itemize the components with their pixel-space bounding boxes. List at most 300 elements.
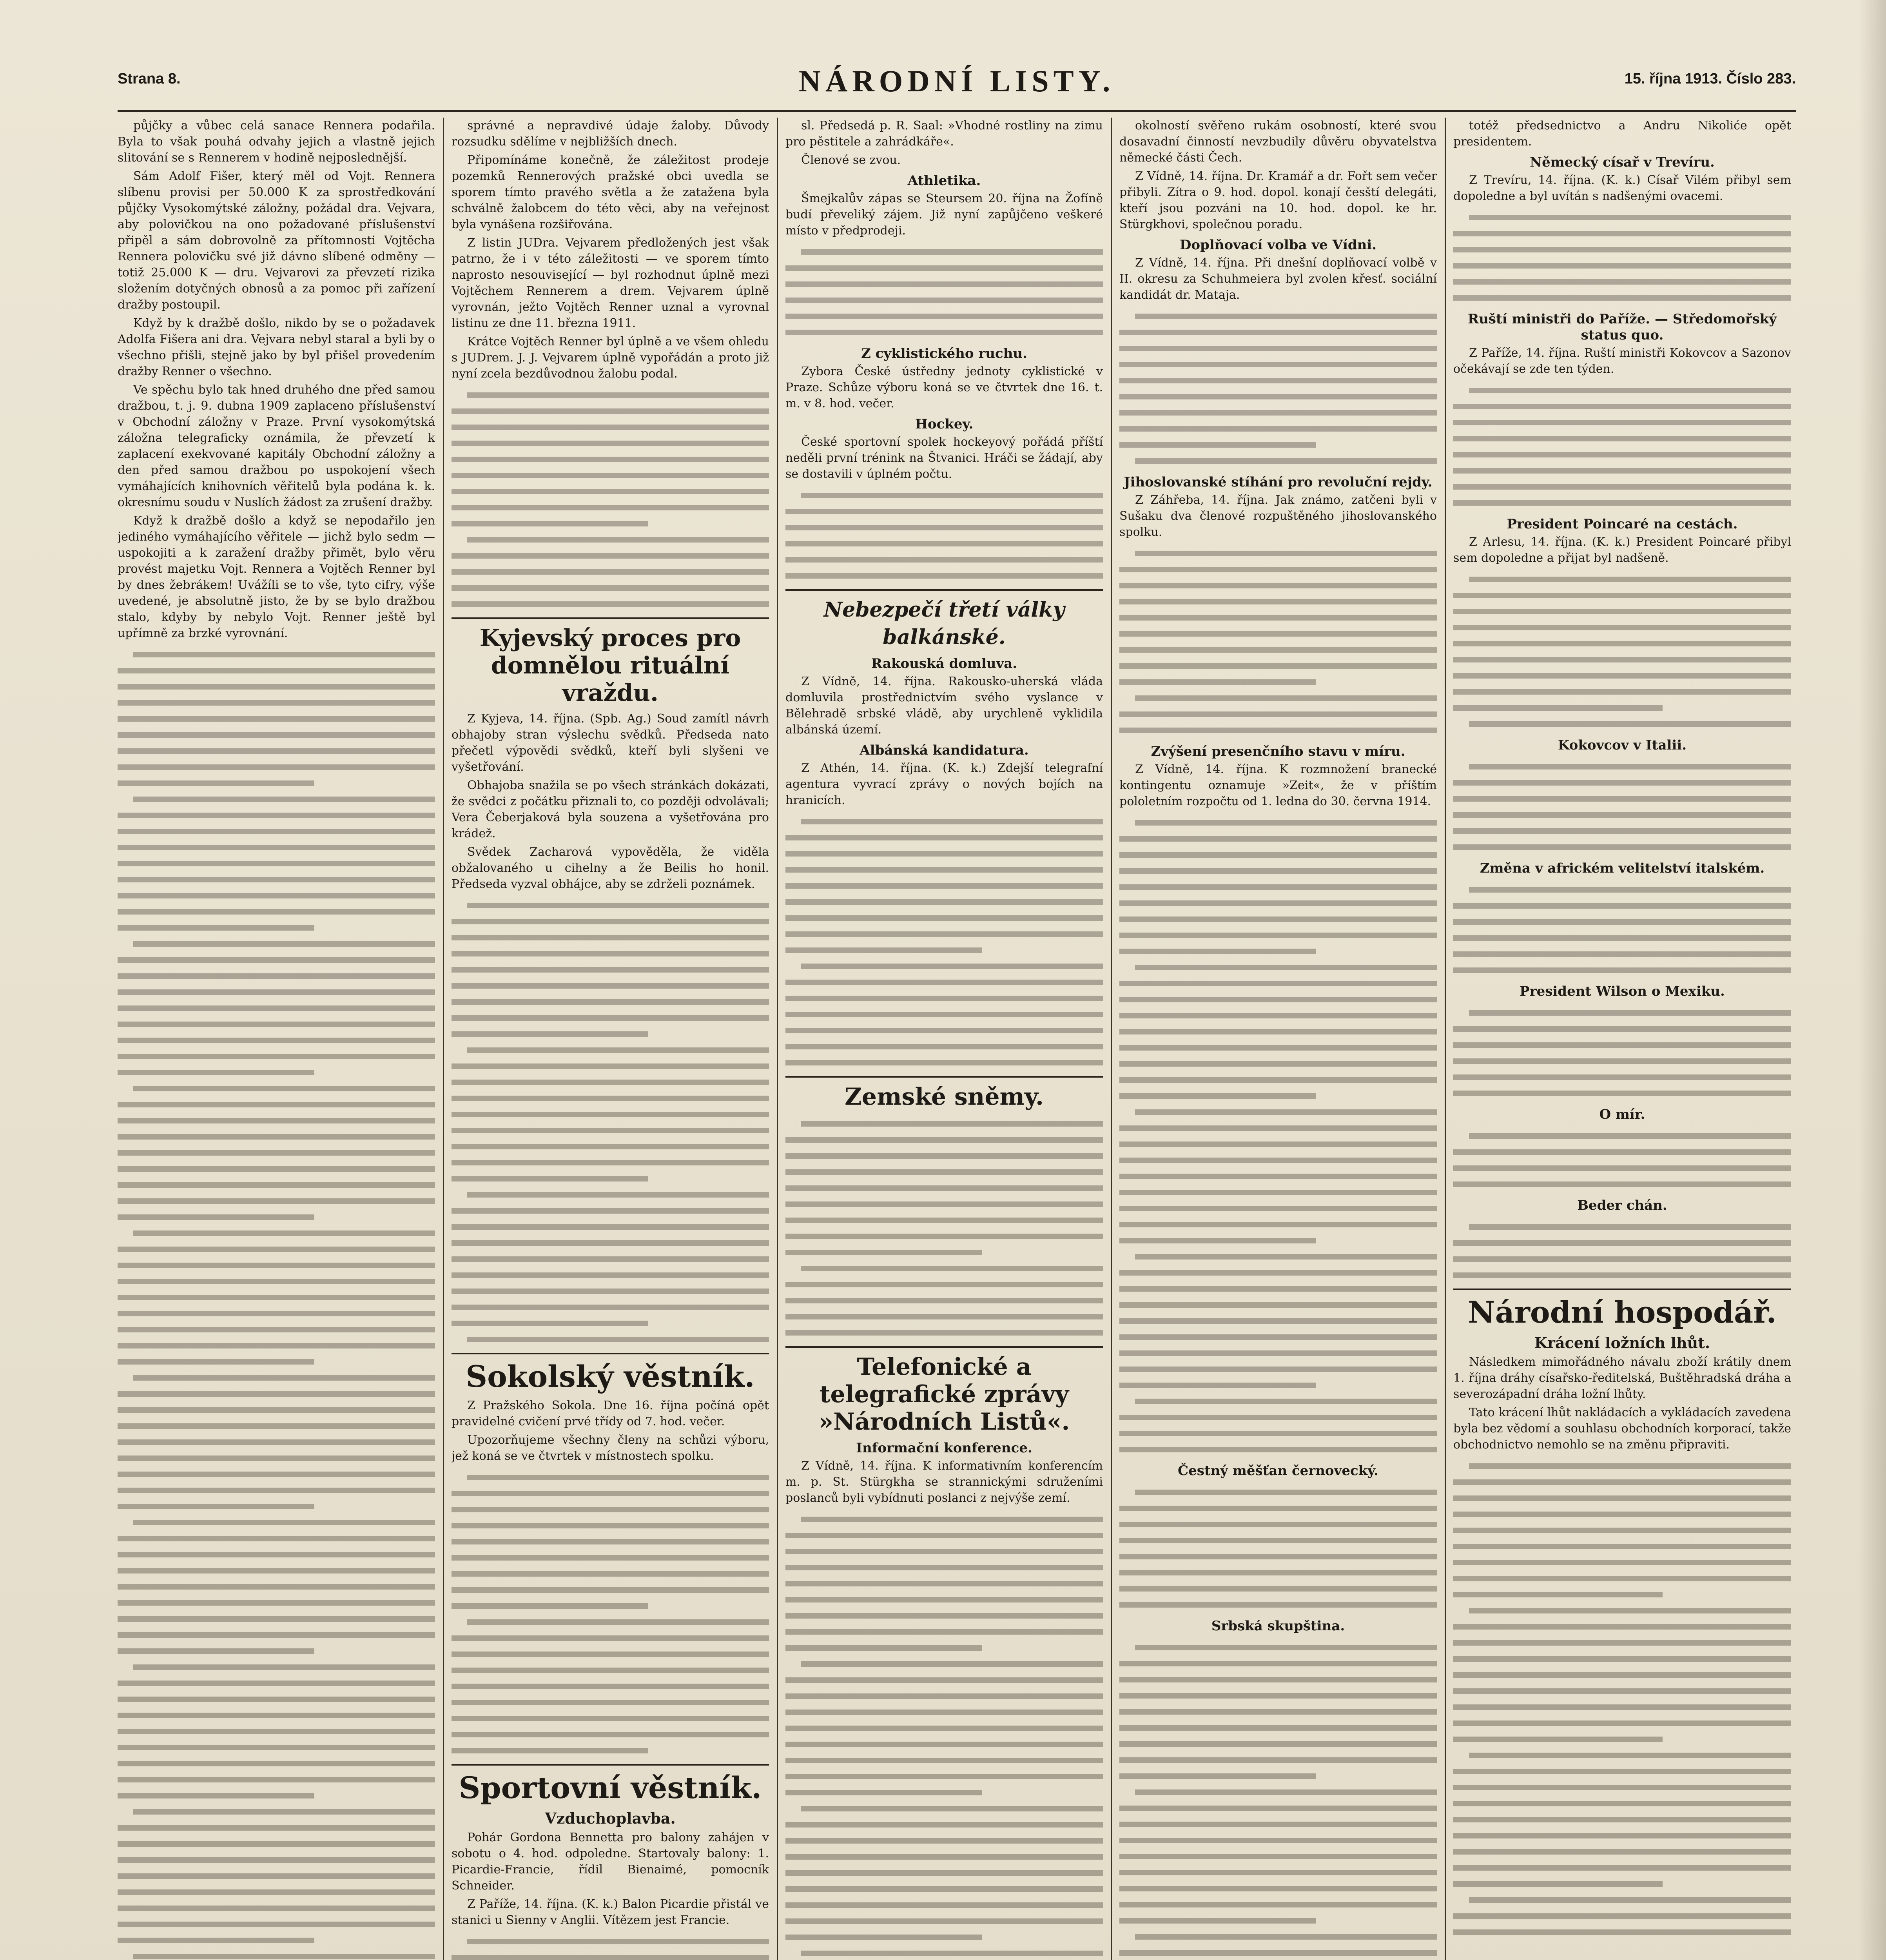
text-line <box>118 1118 435 1123</box>
text-line <box>1453 1688 1791 1694</box>
text-line <box>118 1777 435 1782</box>
text-line <box>118 1648 314 1654</box>
text-line <box>452 1684 769 1689</box>
text-line <box>1119 426 1437 432</box>
text-line <box>1119 1238 1316 1243</box>
paragraph: Upozorňujeme všechny členy na schůzi výboru, jež koná se ve čtvrtek v místnostech spolku. <box>452 1433 769 1463</box>
text-line <box>118 1327 435 1332</box>
text-line <box>1119 1522 1437 1527</box>
article-heading: Zemské sněmy. <box>785 1076 1103 1111</box>
text-line <box>1453 1833 1791 1838</box>
text-line <box>118 1166 435 1172</box>
text-line <box>1135 1645 1437 1650</box>
text-line <box>785 1886 1103 1892</box>
paragraph: Z Vídně, 14. října. K informativním konferencím m. p. St. Stürgkha se strannickými sdruženími poslanců byli vybídnuti poslanci z nejvýše zemí. <box>785 1459 1103 1505</box>
text-line <box>1119 1918 1316 1924</box>
text-line <box>452 1128 769 1133</box>
text-line <box>118 1359 314 1365</box>
item-heading: Německý císař v Trevíru. <box>1530 154 1715 170</box>
text-line <box>1453 1256 1791 1262</box>
text-line <box>1453 1929 1791 1935</box>
paragraph: Z Athén, 14. října. (K. k.) Zdejší telegrafní agentura vyvrací zprávy o nových bojích na hranicích. <box>785 761 1103 807</box>
text-line <box>118 1054 435 1059</box>
text-line <box>1119 1318 1437 1324</box>
paragraph: Z Arlesu, 14. října. (K. k.) President Poincaré přibyl sem dopoledne a přijat byl nadšeně. <box>1453 535 1791 565</box>
paragraph: Tato krácení lhůt nakládacích a vykládacích zavedena byla bez vědomí a souhlasu obchodních korporací, takže obchodnictvo nemohlo se na změnu připraviti. <box>1453 1406 1791 1452</box>
text-line <box>785 265 1103 271</box>
section-heading: Národní hospodář. <box>1453 1289 1791 1329</box>
text-line <box>1453 967 1791 973</box>
text-line <box>118 1005 435 1011</box>
text-line <box>118 1247 435 1252</box>
paragraph: Sám Adolf Fišer, který měl od Vojt. Rennera slíbenu provisi per 50.000 K za sprostředkování půjčky Vysokomýtské záložny, požádal dra. Vejvara, aby polovičkou na ono požadované příslušenství připěl a sám dobrovolně za přítomnosti Vojtěcha Rennera polovičku své již dávno slíbené odměny — totiž 25.000 K — dru. Vejvarovi za převzetí rizika složením dotyčných obnosů a za pomoc při zařízení dražby postoupil. <box>118 169 435 312</box>
text-line <box>133 1954 435 1959</box>
text-line <box>452 553 769 559</box>
text-line <box>1453 641 1791 646</box>
text-line <box>1453 1672 1791 1678</box>
text-line <box>1469 577 1791 582</box>
text-line <box>1119 1725 1437 1731</box>
text-line <box>785 1044 1103 1049</box>
text-line <box>1119 1077 1437 1083</box>
text-line <box>452 1700 769 1705</box>
paragraph: půjčky a vůbec celá sanace Rennera podařila. Byla to však pouhá odvahy jejich a vlastně jejich slitování se s Rennerem v hodině nejposlednější. <box>118 119 435 165</box>
text-line <box>118 1745 435 1750</box>
text-line <box>1453 1560 1791 1565</box>
text-line <box>1119 1334 1437 1340</box>
text-line <box>452 1015 769 1021</box>
text-line <box>785 1012 1103 1017</box>
item-heading: Jihoslovanské stíhání pro revoluční rejdy. <box>1124 474 1433 490</box>
text-line <box>1119 1125 1437 1131</box>
item-heading: Hockey. <box>915 416 974 432</box>
text-line <box>1453 420 1791 425</box>
text-line <box>452 1539 769 1544</box>
text-line <box>118 877 435 882</box>
text-line <box>452 1732 769 1737</box>
text-line <box>785 883 1103 889</box>
text-line <box>1453 625 1791 630</box>
text-line <box>467 1337 769 1342</box>
text-line <box>467 392 769 398</box>
page-edge-shadow <box>1859 0 1886 1960</box>
item-heading: Athletika. <box>907 173 981 189</box>
text-line <box>118 1681 435 1686</box>
text-line <box>452 935 769 940</box>
page-number: Strana 8. <box>118 71 181 87</box>
text-line <box>118 861 435 866</box>
text-line <box>1453 1785 1791 1790</box>
text-line <box>118 1761 435 1766</box>
text-line <box>1119 1677 1437 1682</box>
text-line <box>118 1616 435 1622</box>
section-heading: Sokolský věstník. <box>452 1353 769 1394</box>
paragraph: Z Pražského Sokola. Dne 16. října počíná opět pravidelné cvičení prvé třídy od 7. hod. večer. <box>452 1399 769 1428</box>
text-line <box>1119 1586 1437 1592</box>
text-line <box>785 1902 1103 1908</box>
text-line <box>1453 1704 1791 1710</box>
text-line <box>1469 215 1791 220</box>
text-body <box>452 1939 769 1960</box>
text-body <box>1119 1645 1437 1960</box>
text-line <box>785 1234 1103 1239</box>
text-line <box>801 1517 1103 1522</box>
text-line <box>452 1240 769 1246</box>
column-rule <box>777 118 778 1960</box>
text-line <box>1453 1165 1791 1171</box>
item-heading: Beder chán. <box>1577 1198 1667 1213</box>
text-line <box>1453 951 1791 957</box>
text-line <box>452 521 648 526</box>
text-line <box>452 457 769 462</box>
text-line <box>785 1693 1103 1699</box>
paragraph: Z Vídně, 14. října. Rakousko-uherská vláda domluvila prostřednictvím svého vyslance v Bělehradě srbské vládě, aby urychleně vyklidila albánská území. <box>785 675 1103 737</box>
text-line <box>785 330 1103 335</box>
item-heading: Srbská skupština. <box>1211 1618 1345 1634</box>
item-heading: President Poincaré na cestách. <box>1507 516 1738 532</box>
text-line <box>452 1571 769 1577</box>
text-line <box>118 1488 435 1493</box>
item-heading: Z cyklistického ruchu. <box>861 346 1027 361</box>
text-line <box>1135 965 1437 970</box>
text-line <box>1119 1061 1437 1067</box>
text-line <box>785 1758 1103 1763</box>
text-line <box>1119 868 1437 874</box>
text-line <box>1135 1109 1437 1115</box>
text-line <box>1453 689 1791 695</box>
text-line <box>785 314 1103 319</box>
text-line <box>452 1272 769 1278</box>
text-line <box>1119 1709 1437 1715</box>
text-line <box>1119 1431 1437 1436</box>
text-line <box>1135 695 1437 701</box>
text-line <box>452 425 769 430</box>
text-line <box>1453 263 1791 269</box>
text-line <box>785 1742 1103 1747</box>
text-line <box>1119 1806 1437 1811</box>
text-line <box>785 1314 1103 1319</box>
text-line <box>785 1533 1103 1538</box>
item-heading: Rakouská domluva. <box>871 656 1017 671</box>
text-line <box>118 1600 435 1606</box>
text-line <box>452 1208 769 1214</box>
text-line <box>1119 599 1437 604</box>
text-line <box>785 1629 1103 1635</box>
text-line <box>1119 615 1437 621</box>
text-line <box>133 1520 435 1525</box>
text-line <box>452 1587 769 1593</box>
text-line <box>1453 452 1791 457</box>
text-line <box>1453 919 1791 925</box>
text-line <box>1453 935 1791 941</box>
text-body <box>1453 764 1791 850</box>
text-line <box>118 668 435 673</box>
text-line <box>452 585 769 591</box>
text-line <box>1119 997 1437 1002</box>
article-heading: Kyjevský proces pro domnělou rituální vraždu. <box>452 617 769 707</box>
text-line <box>118 1472 435 1477</box>
text-body <box>785 1517 1103 1960</box>
text-line <box>1453 1026 1791 1032</box>
issue-date: 15. října 1913. Číslo 283. <box>1624 71 1796 87</box>
text-line <box>1453 1240 1791 1246</box>
text-line <box>1119 1367 1437 1372</box>
text-line <box>1469 1897 1791 1903</box>
text-body <box>1453 1463 1791 1935</box>
item-heading: Informační konference. <box>856 1440 1032 1456</box>
text-line <box>1469 1753 1791 1758</box>
column-1 <box>118 118 435 1960</box>
text-line <box>467 1047 769 1053</box>
paragraph: Z Kyjeva, 14. října. (Spb. Ag.) Soud zamítl návrh obhajoby stran výslechu svědků. Předseda nato přečetl výpovědi svědků, kteří byli slyšeni ve vyšetřování. <box>452 712 769 774</box>
text-line <box>1119 728 1437 733</box>
text-line <box>785 1185 1103 1191</box>
text-line <box>1453 500 1791 506</box>
paragraph: Svědek Zacharová vypověděla, že viděla obžalovaného u cihelny a že Beilis ho honil. Předseda vyzval obhájce, aby se zdrželi poznámek. <box>452 845 769 891</box>
text-line <box>1119 1554 1437 1559</box>
item-heading: Ruští ministři do Paříže. — Středomořský status quo. <box>1467 311 1777 343</box>
text-line <box>452 1635 769 1641</box>
columns-area <box>118 118 1791 1960</box>
text-line <box>118 1536 435 1541</box>
text-line <box>1453 247 1791 252</box>
text-line <box>118 1214 314 1220</box>
text-line <box>452 967 769 973</box>
text-line <box>452 1063 769 1069</box>
text-line <box>1119 949 1316 954</box>
text-line <box>118 1150 435 1156</box>
item-heading: Změna v africkém velitelství italském. <box>1480 860 1765 876</box>
text-line <box>1119 330 1437 335</box>
text-line <box>452 1716 769 1721</box>
text-line <box>785 298 1103 303</box>
text-body <box>452 392 769 607</box>
text-body <box>1453 1133 1791 1187</box>
text-line <box>118 1938 314 1943</box>
article-heading: Nebezpečí třetí války balkánské. <box>785 589 1103 651</box>
text-line <box>1119 1838 1437 1843</box>
subsection-heading: Vzduchoplavba. <box>545 1809 676 1827</box>
text-line <box>1119 1415 1437 1420</box>
text-line <box>118 780 314 786</box>
text-line <box>452 1031 648 1037</box>
masthead-title: NÁRODNÍ LISTY. <box>798 64 1115 98</box>
text-line <box>785 1201 1103 1207</box>
text-line <box>785 541 1103 546</box>
text-line <box>118 1906 435 1911</box>
text-line <box>452 1321 648 1326</box>
text-line <box>1119 1822 1437 1827</box>
text-line <box>785 899 1103 905</box>
text-line <box>1453 1624 1791 1630</box>
text-line <box>118 1632 435 1638</box>
text-line <box>118 1038 435 1043</box>
text-line <box>785 525 1103 530</box>
text-line <box>785 1153 1103 1159</box>
text-line <box>133 1086 435 1091</box>
text-line <box>118 1889 435 1895</box>
text-line <box>1469 388 1791 393</box>
text-line <box>452 1224 769 1230</box>
text-line <box>452 441 769 446</box>
text-line <box>118 1713 435 1718</box>
text-line <box>118 1568 435 1573</box>
text-line <box>785 573 1103 579</box>
text-line <box>785 281 1103 287</box>
item-heading: Albánská kandidatura. <box>860 742 1029 758</box>
text-line <box>133 1230 435 1236</box>
text-line <box>785 915 1103 921</box>
text-line <box>1453 1528 1791 1533</box>
text-line <box>1119 567 1437 572</box>
text-line <box>1453 796 1791 802</box>
text-line <box>467 1939 769 1944</box>
page-header <box>118 64 1796 112</box>
text-line <box>785 1677 1103 1683</box>
text-line <box>1135 1490 1437 1495</box>
paragraph: Když k dražbě došlo a když se nepodařilo jen jediného vymáhajícího věřitele — jichž bylo sedm — uspokojiti a k zaražení dražby přimět, bylo věru provést majetku Vojt. Rennera a Vojtěch Renner byl by dnes žebrákem! Uvážíli se to vše, tyto cifry, výše uvedené, je absolutně jisto, že by se bylo dražbou stalo, kdyby by nebylo Vojt. Renner ještě byl upřímně za brzké vyrovnání. <box>118 514 435 640</box>
text-line <box>452 569 769 575</box>
text-line <box>118 1182 435 1188</box>
text-line <box>118 845 435 850</box>
text-line <box>452 1096 769 1101</box>
text-line <box>467 1619 769 1625</box>
text-line <box>785 1613 1103 1619</box>
text-line <box>1119 583 1437 588</box>
text-line <box>118 1102 435 1107</box>
text-line <box>1469 1608 1791 1613</box>
text-line <box>1453 1801 1791 1806</box>
text-line <box>1119 852 1437 858</box>
paragraph: totéž předsednictvo a Andru Nikoliće opět presidentem. <box>1453 119 1791 149</box>
text-line <box>801 1121 1103 1127</box>
column-5 <box>1453 118 1791 1960</box>
text-body <box>1119 820 1437 1452</box>
text-line <box>801 819 1103 824</box>
column-3 <box>785 118 1103 1960</box>
text-line <box>133 941 435 947</box>
text-line <box>1119 1886 1437 1891</box>
column-rule <box>443 118 444 1960</box>
text-line <box>785 1298 1103 1303</box>
text-line <box>452 1289 769 1294</box>
text-line <box>1135 1789 1437 1795</box>
text-line <box>1119 900 1437 906</box>
text-line <box>1119 1854 1437 1859</box>
text-line <box>452 1080 769 1085</box>
text-line <box>452 489 769 494</box>
text-line <box>1453 657 1791 662</box>
text-line <box>785 1282 1103 1287</box>
text-line <box>785 1581 1103 1586</box>
text-line <box>1453 1495 1791 1501</box>
text-line <box>118 684 435 690</box>
text-line <box>118 1198 435 1204</box>
text-line <box>1453 1479 1791 1485</box>
text-line <box>785 1918 1103 1924</box>
text-line <box>1453 705 1663 711</box>
text-line <box>1453 1640 1791 1646</box>
text-line <box>1453 1865 1791 1871</box>
text-line <box>785 1854 1103 1860</box>
text-line <box>1119 663 1437 669</box>
text-line <box>452 601 769 607</box>
text-line <box>1119 346 1437 351</box>
text-body <box>1119 314 1437 464</box>
text-body <box>452 903 769 1342</box>
text-line <box>1453 903 1791 909</box>
text-line <box>1119 378 1437 383</box>
text-line <box>1453 593 1791 598</box>
text-line <box>1453 1042 1791 1048</box>
text-line <box>133 797 435 802</box>
text-body <box>1453 215 1791 301</box>
text-line <box>1119 1190 1437 1195</box>
text-line <box>1453 828 1791 834</box>
text-line <box>1119 1773 1316 1779</box>
text-line <box>1119 1757 1437 1763</box>
text-line <box>452 951 769 956</box>
text-line <box>785 557 1103 563</box>
section-heading: Sportovní věstník. <box>452 1764 769 1805</box>
text-line <box>1453 231 1791 236</box>
paragraph: Z Paříže, 14. října. Ruští ministři Kokovcov a Sazonov očekávají se zde ten týden. <box>1453 346 1791 376</box>
item-heading: Zvýšení presenčního stavu v míru. <box>1151 744 1405 759</box>
text-line <box>1119 1950 1437 1956</box>
text-line <box>1119 1570 1437 1575</box>
paragraph: Zybora České ústředny jednoty cyklistické v Praze. Schůze výboru koná se ve čtvrtek dne 16. t. m. v 8. hod. večer. <box>785 365 1103 410</box>
paragraph: Z Trevíru, 14. října. (K. k.) Císař Vilém přibyl sem dopoledne a byl uvítán s nadšenými ovacemi. <box>1453 173 1791 203</box>
text-body <box>1119 551 1437 733</box>
paragraph: České sportovní spolek hockeyový pořádá příští neděli první trénink na Štvanici. Hráči se žádají, aby se dostavili v úplném počtu. <box>785 435 1103 481</box>
text-line <box>452 1305 769 1310</box>
text-line <box>1469 764 1791 769</box>
text-line <box>1453 1512 1791 1517</box>
text-line <box>785 947 982 953</box>
text-line <box>1119 1741 1437 1747</box>
text-line <box>118 1857 435 1863</box>
text-line <box>118 973 435 979</box>
text-line <box>785 1028 1103 1033</box>
text-line <box>118 909 435 915</box>
text-line <box>1119 631 1437 637</box>
text-line <box>118 925 314 931</box>
text-line <box>1119 1693 1437 1699</box>
text-line <box>785 1870 1103 1876</box>
text-line <box>1453 1576 1791 1581</box>
text-line <box>785 1822 1103 1828</box>
text-line <box>1119 1222 1437 1227</box>
text-line <box>118 1439 435 1445</box>
paragraph: Obhajoba snažila se po všech stránkách dokázati, že svědci z počátku přiznali to, co později odvolávali; Vera Čeberjaková byla souzena a vyšetřována pro krádež. <box>452 779 769 840</box>
item-heading: Čestný měšťan černovecký. <box>1178 1463 1378 1479</box>
text-line <box>452 1523 769 1528</box>
text-line <box>1119 916 1437 922</box>
text-line <box>1453 1058 1791 1064</box>
text-line <box>118 1022 435 1027</box>
item-heading: O mír. <box>1599 1107 1645 1122</box>
text-line <box>1119 1286 1437 1292</box>
text-line <box>1453 468 1791 474</box>
paragraph: Členové se zvou. <box>801 153 901 167</box>
text-line <box>1469 1133 1791 1139</box>
text-line <box>118 1584 435 1590</box>
text-line <box>1135 1934 1437 1940</box>
text-line <box>1119 1142 1437 1147</box>
text-line <box>118 1793 314 1798</box>
text-body <box>785 493 1103 579</box>
text-line <box>1453 1181 1791 1187</box>
